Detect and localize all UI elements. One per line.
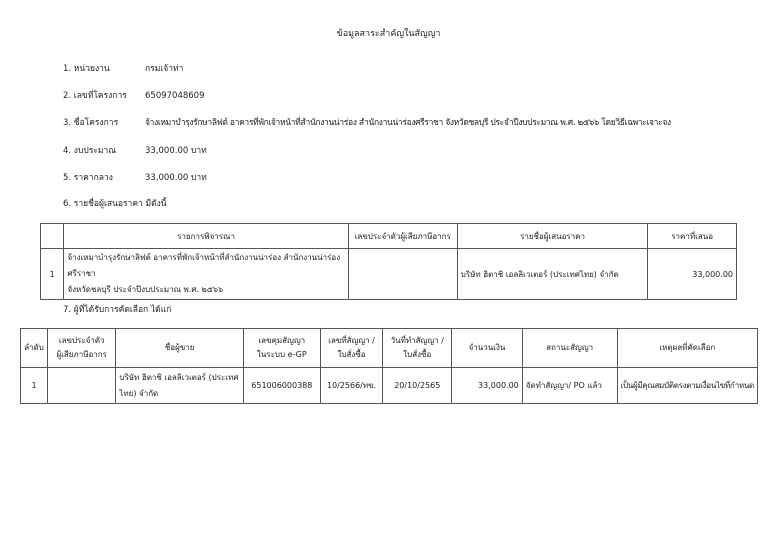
field-value: 33,000.00 บาท xyxy=(145,146,207,156)
row-vendor-line: ไทย) จำกัด xyxy=(119,388,159,398)
field-label: 3. ชื่อโครงการ xyxy=(63,118,119,128)
row-tax-id xyxy=(47,368,115,404)
header-cell: เลขประจำตัวผู้เสียภาษีอากร xyxy=(348,224,457,249)
table-row xyxy=(41,249,737,300)
header-cell: ชื่อผู้ขาย xyxy=(116,329,244,368)
field-label: 2. เลขที่โครงการ xyxy=(63,91,127,101)
row-contract-number: 10/2566/ทข. xyxy=(320,368,383,404)
row-item-line: จังหวัดชลบุรี ประจำปีงบประมาณ พ.ศ. ๒๕๖๖ xyxy=(67,285,224,294)
table-header-row xyxy=(21,329,758,368)
row-number: 1 xyxy=(41,249,64,300)
header-cell: ราคาที่เสนอ xyxy=(648,224,737,249)
row-control-number: 651006000388 xyxy=(243,368,320,404)
field-value: 65097048609 xyxy=(145,91,205,101)
header-cell: เลขที่สัญญา / ใบสั่งซื้อ xyxy=(320,329,383,368)
row-status: จัดทำสัญญา/ PO แล้ว xyxy=(522,368,617,404)
header-cell: จำนวนเงิน xyxy=(452,329,523,368)
row-number: 1 xyxy=(21,368,48,404)
field-project-name xyxy=(63,115,671,129)
row-vendor-line: บริษัท ฮิตาชิ เอลลิเวเตอร์ (ประเทศ xyxy=(119,372,239,382)
section-selected-heading: 7. ผู้ที่ได้รับการคัดเลือก ได้แก่ xyxy=(63,305,172,315)
header-cell: เลขประจำตัว ผู้เสียภาษีอากร xyxy=(47,329,115,368)
row-vendor xyxy=(116,368,244,404)
field-value: 33,000.00 บาท xyxy=(145,173,207,183)
row-contract-date: 20/10/2565 xyxy=(383,368,452,404)
header-cell: เหตุผลที่คัดเลือก xyxy=(617,329,757,368)
section-bidders-heading: 6. รายชื่อผู้เสนอราคา มีดังนี้ xyxy=(63,199,167,209)
table-row xyxy=(21,368,758,404)
field-value: จ้างเหมาบำรุงรักษาลิฟต์ อาคารที่พักเจ้าหน้าที่สำนักงานน่าร่อง สำนักงานน่าร่องศรีราชา จังหวัดชลบุรี ประจำปีงบประมาณ พ.ศ. ๒๕๖๖ โดยวิธีเฉพาะเจาะจง xyxy=(145,118,671,128)
row-reason: เป็นผู้มีคุณสมบัติตรงตามเงื่อนไขที่กำหนด xyxy=(617,368,757,404)
document-title: ข้อมูลสาระสำคัญในสัญญา xyxy=(336,29,441,39)
field-label: 5. ราคากลาง xyxy=(63,173,113,183)
row-price: 33,000.00 xyxy=(648,249,737,300)
header-blank xyxy=(41,224,64,249)
field-agency xyxy=(63,61,183,75)
field-project-number xyxy=(63,88,205,102)
row-amount: 33,000.00 xyxy=(452,368,523,404)
field-label: 4. งบประมาณ xyxy=(63,146,117,156)
field-label: 1. หน่วยงาน xyxy=(63,64,110,74)
selected-vendor-table xyxy=(20,328,758,404)
header-cell: สถานะสัญญา xyxy=(522,329,617,368)
header-cell: วันที่ทำสัญญา / ใบสั่งซื้อ xyxy=(383,329,452,368)
row-bidder: บริษัท ฮิตาชิ เอลลิเวเตอร์ (ประเทศไทย) จำกัด xyxy=(457,249,648,300)
row-item xyxy=(64,249,348,300)
bidders-table xyxy=(40,223,737,300)
row-item-line: จ้างเหมาบำรุงรักษาลิฟต์ อาคารที่พักเจ้าหน้าที่สำนักงานน่าร่อง สำนักงานน่าร่องศรีราชา xyxy=(67,253,341,278)
header-cell: เลขคุมสัญญา ในระบบ e-GP xyxy=(243,329,320,368)
table-header-row xyxy=(41,224,737,249)
field-budget xyxy=(63,143,207,157)
header-cell: ลำดับ xyxy=(21,329,48,368)
header-cell: รายชื่อผู้เสนอราคา xyxy=(457,224,648,249)
row-tax-id xyxy=(348,249,457,300)
field-value: กรมเจ้าท่า xyxy=(145,64,184,74)
header-cell: รายการพิจารณา xyxy=(64,224,348,249)
field-median-price xyxy=(63,170,207,184)
